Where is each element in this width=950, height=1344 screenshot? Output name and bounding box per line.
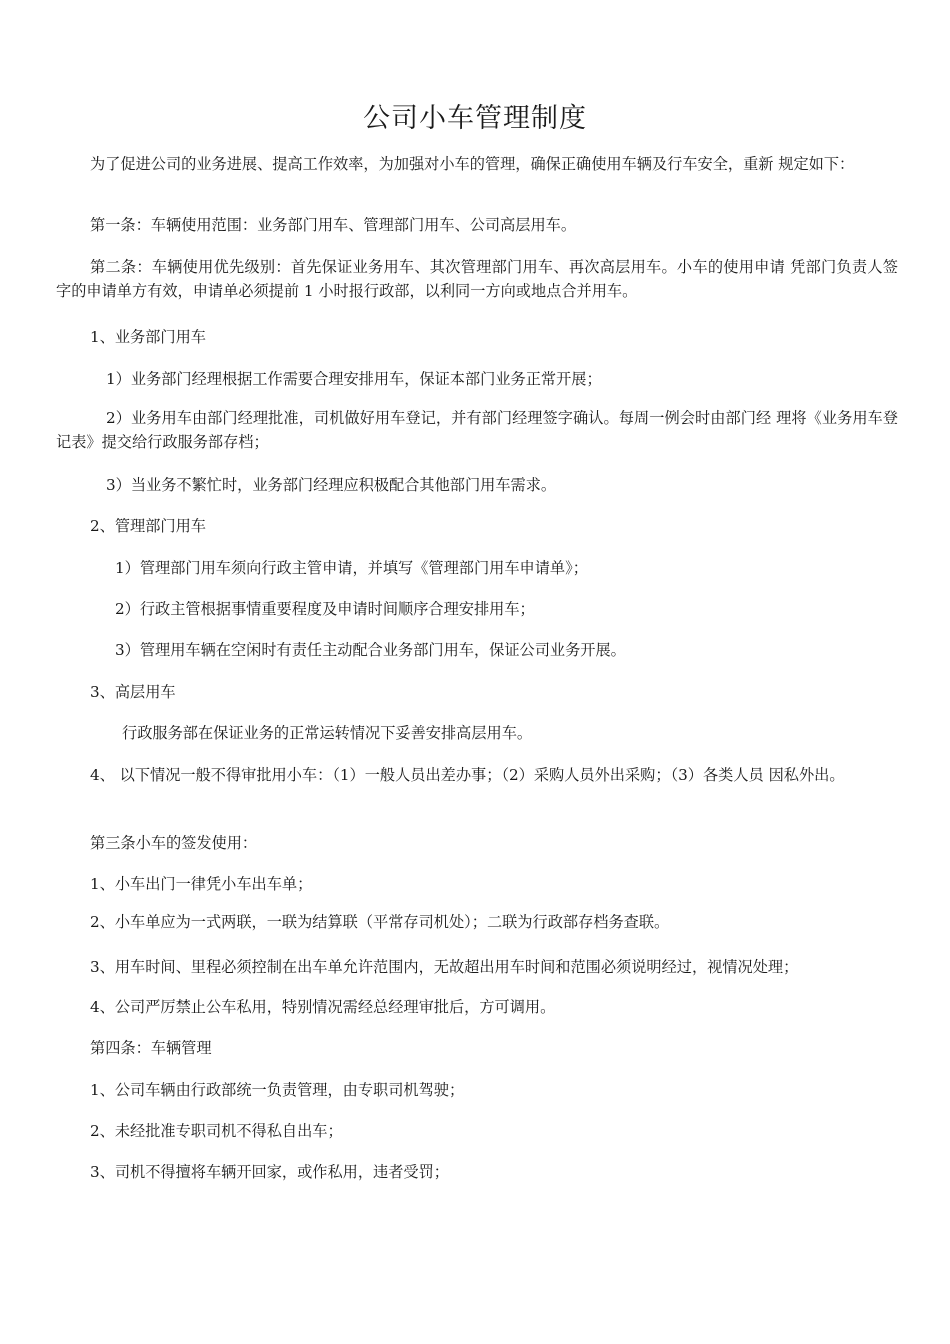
article-3-item-2: 2、小车单应为一式两联，一联为结算联（平常存司机处）；二联为行政部存档务查联。	[90, 913, 670, 931]
section-3-item-1: 行政服务部在保证业务的正常运转情况下妥善安排高层用车。	[122, 724, 533, 742]
article-3-item-1: 1、小车出门一律凭小车出车单；	[90, 875, 313, 893]
section-1-heading: 1、业务部门用车	[90, 328, 206, 346]
article-4-item-3: 3、司机不得擅将车辆开回家，或作私用，违者受罚；	[90, 1163, 449, 1181]
article-4: 第四条：车辆管理	[90, 1039, 212, 1057]
section-2-item-1: 1）管理部门用车须向行政主管申请，并填写《管理部门用车申请单》；	[115, 559, 588, 577]
section-2-item-2: 2）行政主管根据事情重要程度及申请时间顺序合理安排用车；	[115, 600, 535, 618]
article-4-item-1: 1、公司车辆由行政部统一负责管理，由专职司机驾驶；	[90, 1081, 465, 1099]
paragraph-intro: 为了促进公司的业务进展、提高工作效率，为加强对小车的管理，确保正确使用车辆及行车安全，重新 规定如下：	[90, 155, 855, 173]
article-1: 第一条：车辆使用范围：业务部门用车、管理部门用车、公司高层用车。	[90, 216, 576, 234]
section-1-item-3: 3）当业务不繁忙时，业务部门经理应积极配合其他部门用车需求。	[106, 476, 557, 494]
article-3: 第三条小车的签发使用：	[90, 834, 258, 852]
document-title: 公司小车管理制度	[363, 103, 587, 134]
section-1-item-1: 1）业务部门经理根据工作需要合理安排用车，保证本部门业务正常开展；	[106, 370, 602, 388]
section-1-item-2: 2）业务用车由部门经理批准，司机做好用车登记，并有部门经理签字确认。每周一例会时由部门经 理将《业务用车登记表》提交给行政服务部存档；	[56, 409, 898, 451]
article-2: 第二条：车辆使用优先级别：首先保证业务用车、其次管理部门用车、再次高层用车。小车的使用申请 凭部门负责人签字的申请单方有效，申请单必须提前 1 小时报行政部，以利同一方向或地点合并用车。	[56, 258, 898, 300]
article-3-item-3: 3、用车时间、里程必须控制在出车单允许范围内，无故超出用车时间和范围必须说明经过，视情况处理；	[90, 958, 799, 976]
section-2-heading: 2、管理部门用车	[90, 517, 206, 535]
article-3-item-4: 4、公司严厉禁止公车私用，特别情况需经总经理审批后，方可调用。	[90, 998, 556, 1016]
section-2-item-3: 3）管理用车辆在空闲时有责任主动配合业务部门用车，保证公司业务开展。	[115, 641, 626, 659]
section-4: 4、 以下情况一般不得审批用小车：（1）一般人员出差办事；（2）采购人员外出采购；（3）各类人员 因私外出。	[90, 766, 845, 784]
article-4-item-2: 2、未经批准专职司机不得私自出车；	[90, 1122, 343, 1140]
section-3-heading: 3、高层用车	[90, 683, 176, 701]
